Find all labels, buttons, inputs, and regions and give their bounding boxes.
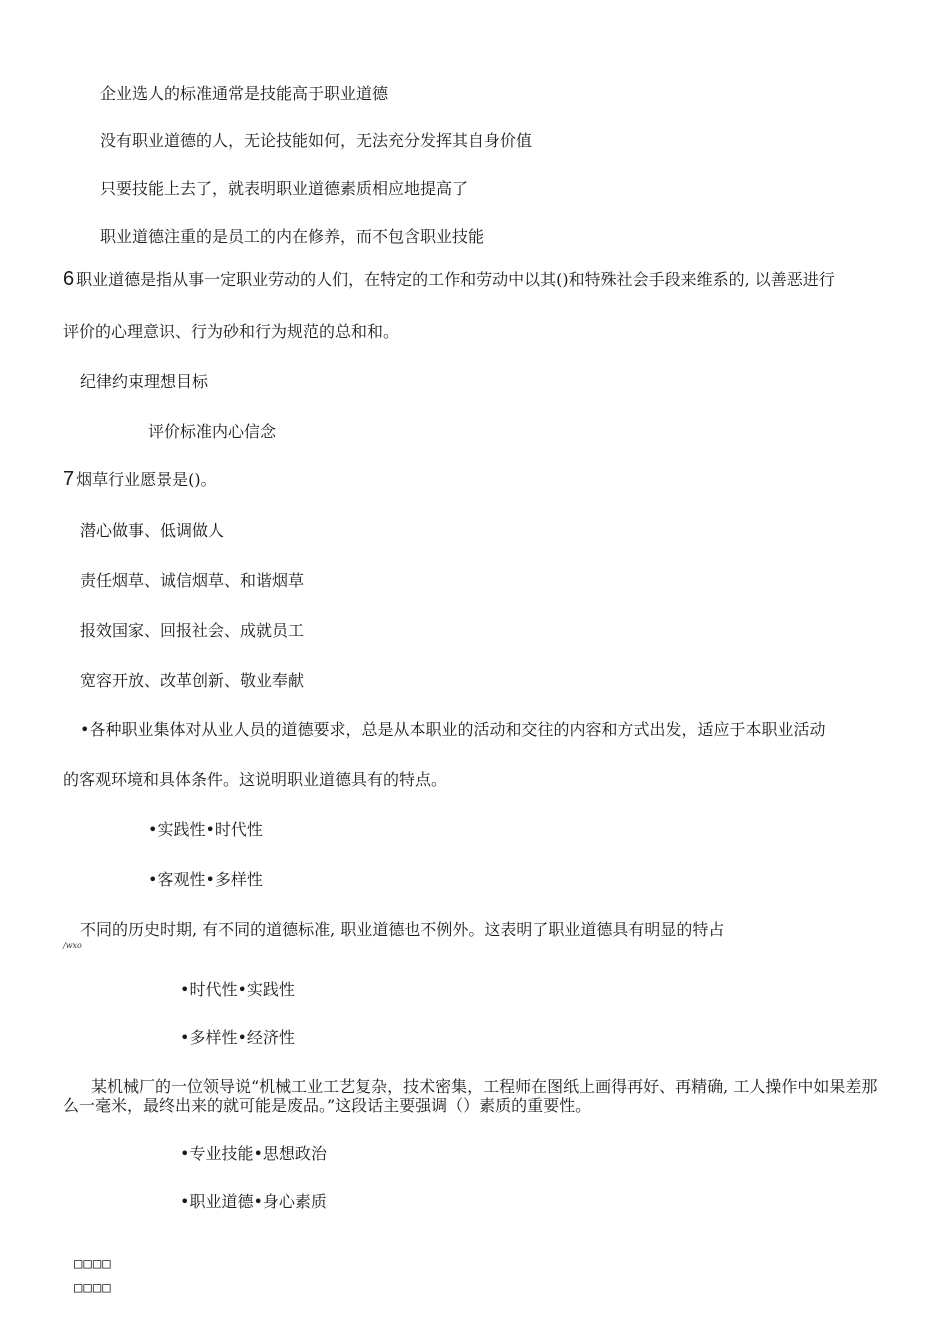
q10-options-row2: •职业道德•身心素质 [180, 1192, 327, 1211]
q7-number: 7 [63, 468, 75, 490]
q9-stray-mark: /wxo [63, 941, 82, 950]
q7-option-a: 潜心做事、低调做人 [80, 521, 225, 540]
q5-option-c: 只要技能上去了，就表明职业道德素质相应地提高了 [100, 179, 469, 198]
footer-box-row2: □□□□ [74, 1280, 112, 1296]
q10-stem: 某机械厂的一位领导说“机械工业工艺复杂，技术密集，工程师在图纸上画得再好、再精确, 工人操作中如果差那么一毫米，最终出来的就可能是废品。”这段话主要强调（）素质的重要性。 [63, 1077, 878, 1115]
q6-stem-line1 [63, 269, 835, 290]
footer-box-row1: □□□□ [74, 1256, 112, 1272]
q9-stem: 不同的历史时期, 有不同的道德标准, 职业道德也不例外。这表明了职业道德具有明显的特占 [80, 920, 725, 939]
q8-stem-line2: 的客观环境和具体条件。这说明职业道德具有的特点。 [63, 770, 448, 789]
q10-options-row1: •专业技能•思想政治 [180, 1144, 327, 1163]
q6-stem-text: 职业道德是指从事一定职业劳动的人们，在特定的工作和劳动中以其()和特殊社会手段来维系的, 以善恶进行 [76, 270, 835, 289]
q7-option-d: 宽容开放、改革创新、敬业奉献 [80, 671, 305, 690]
q5-option-b: 没有职业道德的人，无论技能如何，无法充分发挥其自身价值 [100, 131, 533, 150]
q8-stem-line1: •各种职业集体对从业人员的道德要求，总是从本职业的活动和交往的内容和方式出发，适应于本职业活动 [80, 720, 826, 739]
q7-stem-text: 烟草行业愿景是()。 [76, 470, 217, 489]
q7-option-b: 责任烟草、诚信烟草、和谐烟草 [80, 571, 305, 590]
q6-number: 6 [63, 268, 75, 290]
q7-option-c: 报效国家、回报社会、成就员工 [80, 621, 305, 640]
q6-options-row1: 纪律约束理想目标 [80, 372, 209, 391]
q9-options-row1: •时代性•实践性 [180, 980, 295, 999]
q6-stem-line2: 评价的心理意识、行为砂和行为规范的总和和。 [63, 322, 400, 341]
q6-options-row2: 评价标准内心信念 [148, 422, 277, 441]
q8-options-row2: •客观性•多样性 [148, 870, 263, 889]
q7-stem [63, 469, 217, 490]
q5-option-d: 职业道德注重的是员工的内在修养，而不包含职业技能 [100, 227, 485, 246]
q9-options-row2: •多样性•经济性 [180, 1028, 295, 1047]
q5-option-a: 企业选人的标准通常是技能高于职业道德 [100, 84, 389, 103]
q8-options-row1: •实践性•时代性 [148, 820, 263, 839]
